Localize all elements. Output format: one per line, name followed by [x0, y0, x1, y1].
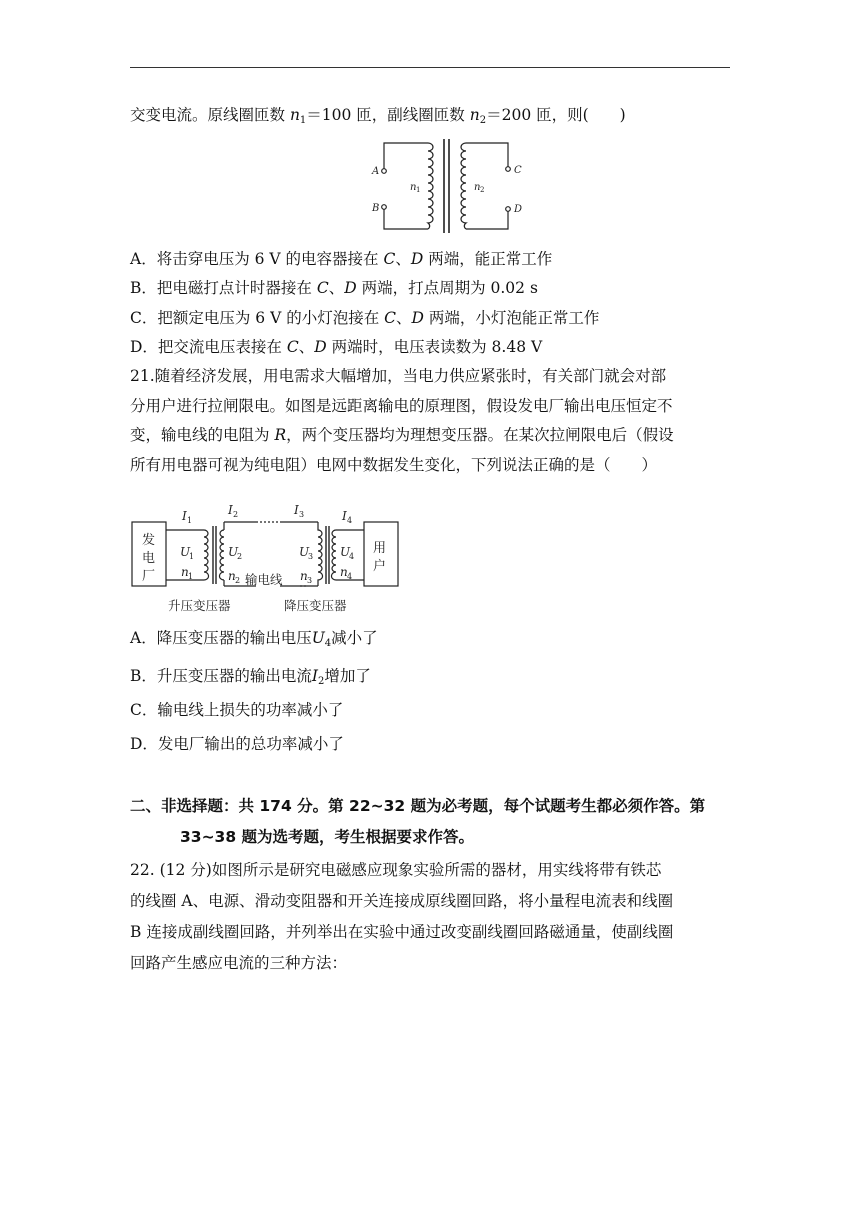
- q21-option-b: B．升压变压器的输出电流$I_2$增加了: [130, 667, 371, 687]
- q22-line-4: 回路产生感应电流的三种方法：: [130, 954, 348, 972]
- label-U2: U: [228, 545, 239, 559]
- label-n1: n: [181, 565, 189, 579]
- label-I2: I: [228, 503, 233, 517]
- secondary-coil: [461, 143, 466, 229]
- svg-text:2: 2: [235, 576, 241, 585]
- terminal-c: [506, 167, 511, 172]
- step-up-label: 升压变压器: [168, 598, 231, 613]
- transformer-figure: [370, 137, 530, 235]
- header-rule: [130, 67, 730, 68]
- primary-wire-bottom: [384, 209, 428, 229]
- svg-text:4: 4: [349, 552, 355, 561]
- svg-text:2: 2: [233, 510, 239, 519]
- secondary-wire-top: [466, 143, 508, 167]
- plant-char-2: 电: [142, 551, 156, 566]
- power-transmission-figure: [128, 500, 408, 618]
- q20-stem: 交变电流。原线圈匝数 $n_1=100$ 匝，副线圈匝数 $n_2=200$ 匝，则( ): [130, 106, 626, 126]
- q21-line-2: 分用户进行拉闸限电。如图是远距离输电的原理图，假设发电厂输出电压恒定不: [130, 397, 673, 415]
- transmission-line-label: 输电线: [245, 572, 283, 587]
- section-2-heading-line-2: 33~38 题为选考题，考生根据要求作答。: [180, 828, 475, 846]
- plant-char-3: 厂: [142, 569, 156, 584]
- label-U4: U: [340, 545, 351, 559]
- q22-line-2: 的线圈 A、电源、滑动变阻器和开关连接成原线圈回路，将小量程电流表和线圈: [130, 892, 674, 910]
- label-n2: n: [228, 569, 236, 583]
- terminal-a: [382, 169, 387, 174]
- q20-option-c: C．把额定电压为 6 V 的小灯泡接在 C、D 两端，小灯泡能正常工作: [130, 309, 600, 327]
- label-n1: n: [410, 182, 417, 193]
- q21-line-3: 变，输电线的电阻为 R，两个变压器均为理想变压器。在某次拉闸限电后（假设: [130, 426, 674, 444]
- q20-option-d: D．把交流电压表接在 C、D 两端时，电压表读数为 8.48 V: [130, 338, 543, 356]
- svg-text:1: 1: [189, 552, 195, 561]
- user-char-2: 户: [373, 559, 387, 574]
- primary-coil: [428, 143, 433, 229]
- terminal-d: [506, 207, 511, 212]
- section-2-heading-line-1: 二、非选择题：共 174 分。第 22~32 题为必考题，每个试题考生都必须作答。第: [130, 797, 706, 815]
- q20-option-a: A．将击穿电压为 6 V 的电容器接在 C、D 两端，能正常工作: [130, 250, 553, 268]
- q21-option-c: C．输电线上损失的功率减小了: [130, 701, 344, 719]
- svg-text:4: 4: [347, 572, 353, 581]
- plant-char-1: 发: [142, 533, 156, 548]
- svg-text:3: 3: [308, 552, 314, 561]
- user-char-1: 用: [373, 541, 387, 556]
- label-U1: U: [180, 545, 191, 559]
- label-n3: n: [300, 569, 308, 583]
- svg-text:3: 3: [307, 576, 313, 585]
- label-a: A: [372, 166, 380, 177]
- q22-line-3: B 连接成副线圈回路，并列举出在实验中通过改变副线圈回路磁通量，使副线圈: [130, 923, 674, 941]
- svg-text:2: 2: [237, 552, 243, 561]
- q20-option-b: B．把电磁打点计时器接在 C、D 两端，打点周期为 0.02 s: [130, 279, 538, 297]
- label-b: B: [372, 203, 380, 214]
- label-I3: I: [294, 503, 299, 517]
- label-U3: U: [299, 545, 310, 559]
- q21-option-a: A．降压变压器的输出电压$U_4$减小了: [130, 629, 378, 649]
- svg-text:1: 1: [188, 572, 194, 581]
- primary-wire-top: [384, 143, 428, 169]
- terminal-b: [382, 205, 387, 210]
- label-c: C: [514, 165, 522, 176]
- q21-line-1: 21.随着经济发展，用电需求大幅增加，当电力供应紧张时，有关部门就会对部: [130, 367, 667, 385]
- label-I4: I: [342, 509, 347, 523]
- svg-text:1: 1: [187, 516, 193, 525]
- label-n4: n: [340, 565, 348, 579]
- step-down-label: 降压变压器: [284, 598, 347, 613]
- label-n1-sub: 1: [416, 186, 421, 194]
- secondary-wire-bottom: [466, 211, 508, 229]
- label-I1: I: [182, 509, 187, 523]
- q21-line-4: 所有用电器可视为纯电阻）电网中数据发生变化，下列说法正确的是（ ）: [130, 456, 658, 474]
- label-n2-sub: 2: [480, 186, 485, 194]
- svg-text:4: 4: [347, 516, 353, 525]
- label-n2: n: [474, 182, 481, 193]
- q21-option-d: D．发电厂输出的总功率减小了: [130, 735, 344, 753]
- q22-line-1: 22. (12 分)如图所示是研究电磁感应现象实验所需的器材，用实线将带有铁芯: [130, 861, 662, 879]
- label-d: D: [514, 204, 523, 215]
- svg-text:3: 3: [299, 510, 305, 519]
